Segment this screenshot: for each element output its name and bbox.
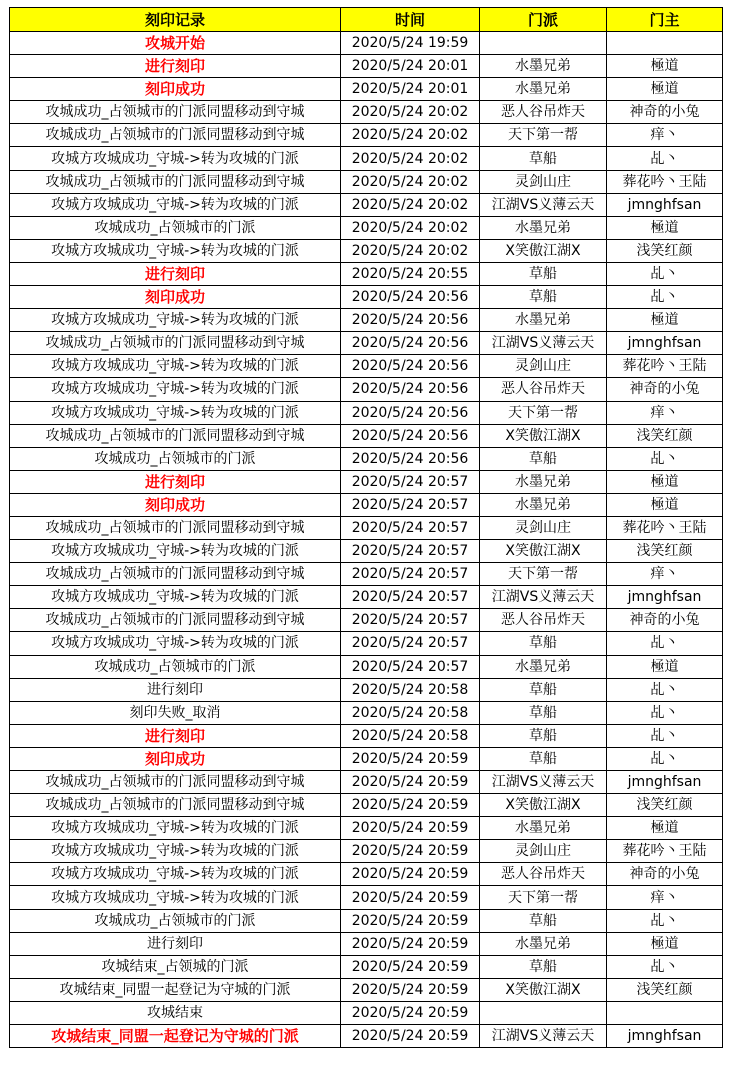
- faction-cell: 江湖VS义薄云天: [480, 332, 607, 355]
- event-cell: 进行刻印: [10, 262, 341, 285]
- leader-cell: 神奇的小兔: [607, 609, 723, 632]
- column-header-time: 时间: [341, 8, 480, 32]
- event-cell: 进行刻印: [10, 724, 341, 747]
- faction-cell: 草船: [480, 701, 607, 724]
- event-cell: 刻印成功: [10, 493, 341, 516]
- faction-cell: [480, 1001, 607, 1024]
- leader-cell: 極道: [607, 309, 723, 332]
- leader-cell: jmnghfsan: [607, 332, 723, 355]
- event-cell: 攻城结束_同盟一起登记为守城的门派: [10, 978, 341, 1001]
- event-cell: 进行刻印: [10, 55, 341, 78]
- leader-cell: 神奇的小兔: [607, 101, 723, 124]
- event-cell: 攻城方攻城成功_守城->转为攻城的门派: [10, 193, 341, 216]
- leader-cell: 乩丶: [607, 909, 723, 932]
- leader-cell: jmnghfsan: [607, 771, 723, 794]
- faction-cell: 天下第一帮: [480, 886, 607, 909]
- table-row: [10, 724, 723, 747]
- faction-cell: 恶人谷吊炸天: [480, 378, 607, 401]
- table-row: [10, 332, 723, 355]
- table-row: [10, 262, 723, 285]
- event-cell: 刻印成功: [10, 747, 341, 770]
- time-cell: 2020/5/24 20:02: [341, 239, 480, 262]
- column-header-faction: 门派: [480, 8, 607, 32]
- event-cell: 进行刻印: [10, 678, 341, 701]
- table-row: [10, 701, 723, 724]
- table-row: [10, 563, 723, 586]
- leader-cell: 乩丶: [607, 262, 723, 285]
- faction-cell: 草船: [480, 747, 607, 770]
- event-cell: 攻城结束: [10, 1001, 341, 1024]
- table-row: [10, 817, 723, 840]
- table-row: [10, 401, 723, 424]
- leader-cell: 葬花吟丶王陆: [607, 516, 723, 539]
- time-cell: 2020/5/24 20:57: [341, 470, 480, 493]
- faction-cell: X笑傲江湖X: [480, 794, 607, 817]
- event-cell: 攻城方攻城成功_守城->转为攻城的门派: [10, 355, 341, 378]
- event-cell: 攻城成功_占领城市的门派同盟移动到守城: [10, 563, 341, 586]
- event-cell: 攻城成功_占领城市的门派: [10, 909, 341, 932]
- table-row: [10, 55, 723, 78]
- time-cell: 2020/5/24 20:59: [341, 863, 480, 886]
- time-cell: 2020/5/24 20:56: [341, 286, 480, 309]
- time-cell: 2020/5/24 20:59: [341, 747, 480, 770]
- table-row: [10, 794, 723, 817]
- leader-cell: jmnghfsan: [607, 586, 723, 609]
- faction-cell: X笑傲江湖X: [480, 540, 607, 563]
- faction-cell: 草船: [480, 632, 607, 655]
- event-cell: 攻城成功_占领城市的门派同盟移动到守城: [10, 424, 341, 447]
- time-cell: 2020/5/24 20:59: [341, 817, 480, 840]
- time-cell: 2020/5/24 20:57: [341, 586, 480, 609]
- table-row: [10, 309, 723, 332]
- table-row: [10, 909, 723, 932]
- table-row: [10, 147, 723, 170]
- faction-cell: 水墨兄弟: [480, 470, 607, 493]
- faction-cell: 草船: [480, 147, 607, 170]
- event-cell: 攻城成功_占领城市的门派同盟移动到守城: [10, 124, 341, 147]
- leader-cell: 葬花吟丶王陆: [607, 355, 723, 378]
- event-cell: 进行刻印: [10, 932, 341, 955]
- event-cell: 攻城方攻城成功_守城->转为攻城的门派: [10, 817, 341, 840]
- table-row: [10, 609, 723, 632]
- time-cell: 2020/5/24 20:57: [341, 609, 480, 632]
- time-cell: 2020/5/24 20:56: [341, 309, 480, 332]
- time-cell: 2020/5/24 19:59: [341, 32, 480, 55]
- time-cell: 2020/5/24 20:56: [341, 355, 480, 378]
- leader-cell: 浅笑红颜: [607, 978, 723, 1001]
- time-cell: 2020/5/24 20:58: [341, 724, 480, 747]
- leader-cell: 極道: [607, 55, 723, 78]
- event-cell: 攻城方攻城成功_守城->转为攻城的门派: [10, 401, 341, 424]
- faction-cell: 天下第一帮: [480, 563, 607, 586]
- event-cell: 攻城成功_占领城市的门派同盟移动到守城: [10, 332, 341, 355]
- leader-cell: 極道: [607, 932, 723, 955]
- event-cell: 攻城方攻城成功_守城->转为攻城的门派: [10, 840, 341, 863]
- leader-cell: [607, 1001, 723, 1024]
- faction-cell: 草船: [480, 909, 607, 932]
- time-cell: 2020/5/24 20:59: [341, 955, 480, 978]
- event-cell: 攻城成功_占领城市的门派同盟移动到守城: [10, 794, 341, 817]
- leader-cell: 痒丶: [607, 401, 723, 424]
- event-cell: 刻印成功: [10, 286, 341, 309]
- faction-cell: 水墨兄弟: [480, 932, 607, 955]
- time-cell: 2020/5/24 20:56: [341, 424, 480, 447]
- event-cell: 攻城成功_占领城市的门派同盟移动到守城: [10, 101, 341, 124]
- time-cell: 2020/5/24 20:56: [341, 332, 480, 355]
- table-row: [10, 216, 723, 239]
- faction-cell: 江湖VS义薄云天: [480, 193, 607, 216]
- leader-cell: 極道: [607, 817, 723, 840]
- leader-cell: 極道: [607, 216, 723, 239]
- leader-cell: 痒丶: [607, 124, 723, 147]
- table-body: [10, 32, 723, 1048]
- table-row: [10, 655, 723, 678]
- faction-cell: 水墨兄弟: [480, 817, 607, 840]
- time-cell: 2020/5/24 20:02: [341, 193, 480, 216]
- time-cell: 2020/5/24 20:57: [341, 563, 480, 586]
- leader-cell: 乩丶: [607, 724, 723, 747]
- leader-cell: 極道: [607, 470, 723, 493]
- leader-cell: 神奇的小兔: [607, 378, 723, 401]
- leader-cell: [607, 32, 723, 55]
- leader-cell: 極道: [607, 655, 723, 678]
- faction-cell: 水墨兄弟: [480, 78, 607, 101]
- faction-cell: 恶人谷吊炸天: [480, 863, 607, 886]
- leader-cell: 乩丶: [607, 632, 723, 655]
- time-cell: 2020/5/24 20:02: [341, 170, 480, 193]
- leader-cell: 乩丶: [607, 747, 723, 770]
- time-cell: 2020/5/24 20:57: [341, 516, 480, 539]
- faction-cell: X笑傲江湖X: [480, 424, 607, 447]
- leader-cell: jmnghfsan: [607, 1025, 723, 1048]
- leader-cell: jmnghfsan: [607, 193, 723, 216]
- event-cell: 刻印成功: [10, 78, 341, 101]
- faction-cell: X笑傲江湖X: [480, 978, 607, 1001]
- time-cell: 2020/5/24 20:59: [341, 978, 480, 1001]
- table-row: [10, 493, 723, 516]
- leader-cell: 痒丶: [607, 886, 723, 909]
- leader-cell: 葬花吟丶王陆: [607, 840, 723, 863]
- leader-cell: 痒丶: [607, 563, 723, 586]
- faction-cell: 草船: [480, 955, 607, 978]
- time-cell: 2020/5/24 20:56: [341, 447, 480, 470]
- leader-cell: 葬花吟丶王陆: [607, 170, 723, 193]
- time-cell: 2020/5/24 20:58: [341, 678, 480, 701]
- leader-cell: 浅笑红颜: [607, 794, 723, 817]
- time-cell: 2020/5/24 20:01: [341, 78, 480, 101]
- table-row: [10, 955, 723, 978]
- leader-cell: 浅笑红颜: [607, 424, 723, 447]
- faction-cell: 江湖VS义薄云天: [480, 586, 607, 609]
- time-cell: 2020/5/24 20:57: [341, 655, 480, 678]
- event-cell: 攻城方攻城成功_守城->转为攻城的门派: [10, 863, 341, 886]
- faction-cell: 江湖VS义薄云天: [480, 771, 607, 794]
- event-cell: 攻城结束_占领城的门派: [10, 955, 341, 978]
- faction-cell: 水墨兄弟: [480, 55, 607, 78]
- faction-cell: [480, 32, 607, 55]
- table-row: [10, 678, 723, 701]
- event-cell: 攻城方攻城成功_守城->转为攻城的门派: [10, 309, 341, 332]
- faction-cell: 水墨兄弟: [480, 493, 607, 516]
- time-cell: 2020/5/24 20:59: [341, 1001, 480, 1024]
- table-row: [10, 540, 723, 563]
- table-row: [10, 1001, 723, 1024]
- table-row: [10, 355, 723, 378]
- table-row: [10, 239, 723, 262]
- table-row: [10, 447, 723, 470]
- table-row: [10, 101, 723, 124]
- faction-cell: 灵剑山庄: [480, 840, 607, 863]
- table-row: [10, 771, 723, 794]
- table-row: [10, 193, 723, 216]
- table-row: [10, 170, 723, 193]
- engraving-log-table: [9, 7, 723, 1048]
- time-cell: 2020/5/24 20:56: [341, 401, 480, 424]
- faction-cell: 恶人谷吊炸天: [480, 609, 607, 632]
- table-row: [10, 1025, 723, 1048]
- time-cell: 2020/5/24 20:02: [341, 147, 480, 170]
- faction-cell: 天下第一帮: [480, 401, 607, 424]
- time-cell: 2020/5/24 20:02: [341, 216, 480, 239]
- time-cell: 2020/5/24 20:59: [341, 794, 480, 817]
- event-cell: 攻城成功_占领城市的门派: [10, 216, 341, 239]
- time-cell: 2020/5/24 20:57: [341, 493, 480, 516]
- event-cell: 攻城方攻城成功_守城->转为攻城的门派: [10, 886, 341, 909]
- event-cell: 刻印失败_取消: [10, 701, 341, 724]
- table-header-row: [10, 8, 723, 32]
- time-cell: 2020/5/24 20:59: [341, 771, 480, 794]
- time-cell: 2020/5/24 20:57: [341, 540, 480, 563]
- faction-cell: 水墨兄弟: [480, 655, 607, 678]
- leader-cell: 乩丶: [607, 678, 723, 701]
- event-cell: 攻城方攻城成功_守城->转为攻城的门派: [10, 632, 341, 655]
- column-header-event: 刻印记录: [10, 8, 341, 32]
- event-cell: 攻城方攻城成功_守城->转为攻城的门派: [10, 239, 341, 262]
- time-cell: 2020/5/24 20:55: [341, 262, 480, 285]
- event-cell: 攻城方攻城成功_守城->转为攻城的门派: [10, 378, 341, 401]
- faction-cell: 恶人谷吊炸天: [480, 101, 607, 124]
- event-cell: 攻城成功_占领城市的门派同盟移动到守城: [10, 170, 341, 193]
- table-row: [10, 378, 723, 401]
- table-row: [10, 863, 723, 886]
- faction-cell: 水墨兄弟: [480, 216, 607, 239]
- time-cell: 2020/5/24 20:58: [341, 701, 480, 724]
- event-cell: 攻城开始: [10, 32, 341, 55]
- time-cell: 2020/5/24 20:01: [341, 55, 480, 78]
- faction-cell: 草船: [480, 447, 607, 470]
- leader-cell: 浅笑红颜: [607, 540, 723, 563]
- leader-cell: 極道: [607, 493, 723, 516]
- leader-cell: 乩丶: [607, 701, 723, 724]
- faction-cell: 天下第一帮: [480, 124, 607, 147]
- time-cell: 2020/5/24 20:59: [341, 886, 480, 909]
- leader-cell: 極道: [607, 78, 723, 101]
- time-cell: 2020/5/24 20:59: [341, 840, 480, 863]
- table-row: [10, 32, 723, 55]
- leader-cell: 乩丶: [607, 147, 723, 170]
- faction-cell: 草船: [480, 286, 607, 309]
- event-cell: 攻城方攻城成功_守城->转为攻城的门派: [10, 147, 341, 170]
- event-cell: 攻城成功_占领城市的门派同盟移动到守城: [10, 609, 341, 632]
- leader-cell: 浅笑红颜: [607, 239, 723, 262]
- faction-cell: 草船: [480, 262, 607, 285]
- table-row: [10, 424, 723, 447]
- time-cell: 2020/5/24 20:56: [341, 378, 480, 401]
- event-cell: 攻城结束_同盟一起登记为守城的门派: [10, 1025, 341, 1048]
- event-cell: 进行刻印: [10, 470, 341, 493]
- event-cell: 攻城方攻城成功_守城->转为攻城的门派: [10, 586, 341, 609]
- event-cell: 攻城成功_占领城市的门派同盟移动到守城: [10, 516, 341, 539]
- leader-cell: 乩丶: [607, 955, 723, 978]
- table-row: [10, 516, 723, 539]
- table-row: [10, 124, 723, 147]
- leader-cell: 神奇的小兔: [607, 863, 723, 886]
- table-row: [10, 840, 723, 863]
- faction-cell: 江湖VS义薄云天: [480, 1025, 607, 1048]
- time-cell: 2020/5/24 20:59: [341, 932, 480, 955]
- faction-cell: 草船: [480, 678, 607, 701]
- faction-cell: 灵剑山庄: [480, 355, 607, 378]
- event-cell: 攻城成功_占领城市的门派: [10, 447, 341, 470]
- time-cell: 2020/5/24 20:57: [341, 632, 480, 655]
- leader-cell: 乩丶: [607, 447, 723, 470]
- faction-cell: 灵剑山庄: [480, 516, 607, 539]
- time-cell: 2020/5/24 20:59: [341, 909, 480, 932]
- faction-cell: X笑傲江湖X: [480, 239, 607, 262]
- table-row: [10, 286, 723, 309]
- table-row: [10, 886, 723, 909]
- column-header-leader: 门主: [607, 8, 723, 32]
- table-row: [10, 747, 723, 770]
- faction-cell: 灵剑山庄: [480, 170, 607, 193]
- time-cell: 2020/5/24 20:59: [341, 1025, 480, 1048]
- table-row: [10, 932, 723, 955]
- time-cell: 2020/5/24 20:02: [341, 124, 480, 147]
- table-row: [10, 470, 723, 493]
- table-row: [10, 78, 723, 101]
- table-row: [10, 978, 723, 1001]
- table-row: [10, 632, 723, 655]
- table-row: [10, 586, 723, 609]
- faction-cell: 草船: [480, 724, 607, 747]
- event-cell: 攻城成功_占领城市的门派同盟移动到守城: [10, 771, 341, 794]
- event-cell: 攻城方攻城成功_守城->转为攻城的门派: [10, 540, 341, 563]
- time-cell: 2020/5/24 20:02: [341, 101, 480, 124]
- event-cell: 攻城成功_占领城市的门派: [10, 655, 341, 678]
- leader-cell: 乩丶: [607, 286, 723, 309]
- faction-cell: 水墨兄弟: [480, 309, 607, 332]
